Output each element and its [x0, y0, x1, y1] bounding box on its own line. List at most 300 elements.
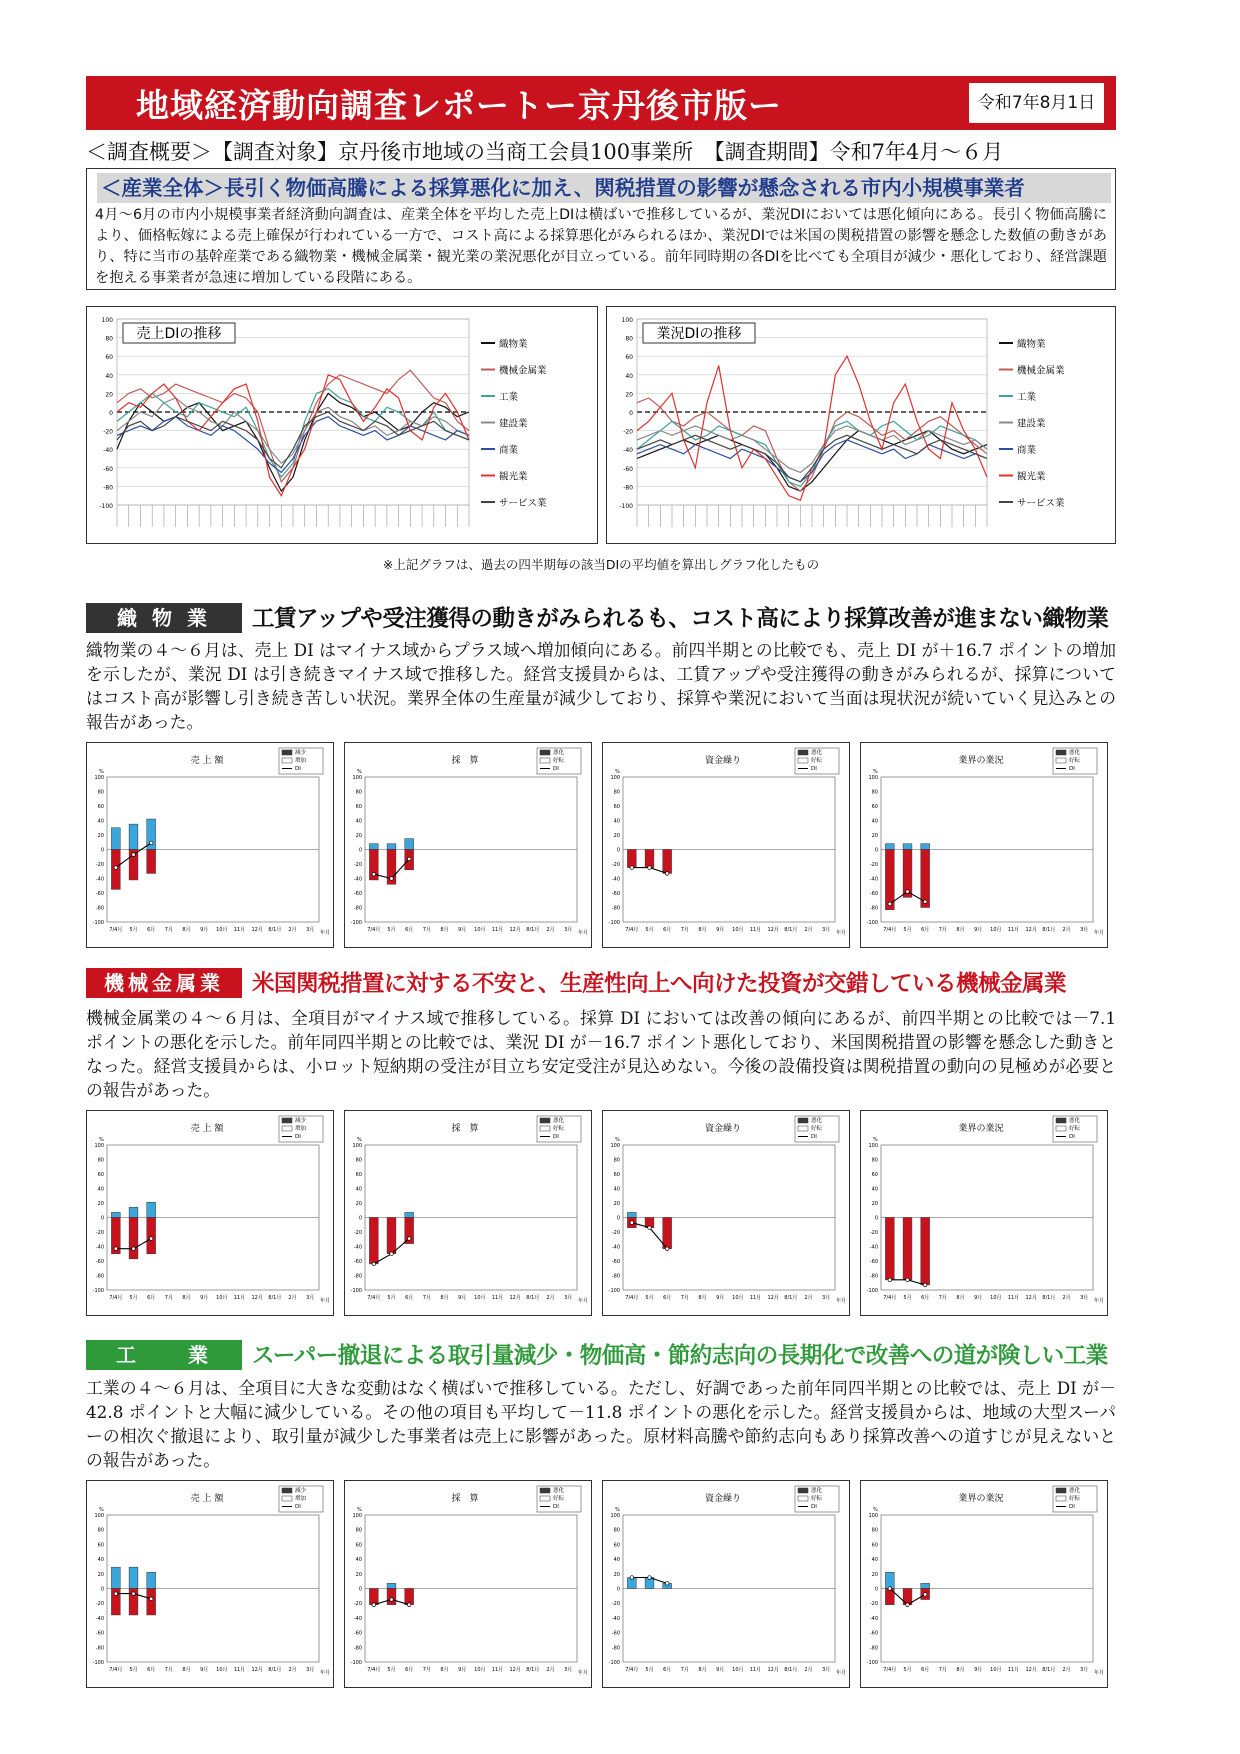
- y-tick-label: -80: [353, 1273, 362, 1280]
- legend-label: 悪化: [1069, 750, 1081, 756]
- y-tick-label: -60: [869, 891, 878, 897]
- trend-chart-note: ※上記グラフは、過去の四半期毎の該当DIの平均値を算出しグラフ化したもの: [382, 557, 820, 572]
- di-point: [149, 1597, 153, 1601]
- legend-swatch: [282, 1118, 292, 1123]
- y-tick-label: 20: [97, 1571, 104, 1578]
- y-tick-label: 40: [97, 818, 104, 825]
- x-tick-label: 8/1月: [268, 927, 282, 933]
- x-unit: 年月: [319, 1298, 331, 1304]
- y-unit: %: [873, 769, 878, 775]
- x-tick-label: 8月: [440, 927, 449, 933]
- increase-bar: [387, 1583, 396, 1588]
- x-tick-label: 6月: [147, 927, 156, 933]
- trend-title-box: [123, 323, 235, 343]
- y-tick-label: -60: [103, 465, 113, 473]
- y-tick-label: -60: [95, 891, 104, 897]
- x-tick-label: 10月: [732, 1295, 744, 1301]
- x-unit: 年月: [835, 930, 847, 936]
- y-tick-label: -80: [869, 905, 878, 912]
- legend-label: 好転: [553, 758, 565, 764]
- x-tick-label: 7/4月: [109, 927, 123, 933]
- x-unit: 年月: [1093, 1298, 1105, 1304]
- di-point: [390, 1598, 394, 1602]
- y-tick-label: 100: [868, 1513, 878, 1519]
- legend-swatch: [282, 758, 292, 763]
- x-tick-label: 3月: [1080, 1295, 1089, 1301]
- y-tick-label: -40: [611, 1615, 620, 1622]
- y-tick-label: -100: [608, 920, 620, 926]
- legend-swatch: [540, 1126, 550, 1131]
- decrease-bar: [387, 1218, 396, 1254]
- y-tick-label: 80: [625, 335, 633, 343]
- y-tick-label: 60: [613, 804, 620, 810]
- y-tick-label: -80: [353, 1645, 362, 1652]
- y-tick-label: -100: [350, 1660, 362, 1666]
- chart-legend: [537, 748, 581, 774]
- y-tick-label: -40: [611, 876, 620, 883]
- decrease-bar: [921, 850, 930, 908]
- di-point: [648, 866, 652, 870]
- chart-legend: [279, 748, 323, 774]
- x-tick-label: 7/4月: [367, 1667, 381, 1673]
- y-tick-label: -100: [608, 1288, 620, 1294]
- x-tick-label: 6月: [921, 927, 930, 933]
- y-tick-label: -60: [623, 465, 633, 473]
- di-point: [132, 1247, 136, 1251]
- chart-legend: [537, 1486, 581, 1512]
- y-tick-label: 0: [616, 1215, 620, 1222]
- x-tick-label: 6月: [405, 1667, 414, 1673]
- series-line: [637, 440, 987, 482]
- x-tick-label: 8月: [698, 1295, 707, 1301]
- x-unit: 年月: [319, 1670, 331, 1676]
- di-bar-chart-svg: [861, 1111, 1106, 1314]
- increase-bar: [129, 824, 138, 849]
- di-bar-chart: [344, 1110, 592, 1316]
- di-bar-chart: [602, 1480, 850, 1688]
- di-bar-chart: [86, 1480, 334, 1688]
- series-line: [117, 389, 469, 477]
- y-tick-label: 20: [871, 1201, 878, 1207]
- di-point: [923, 1593, 927, 1597]
- legend-label: DI: [811, 1134, 817, 1140]
- y-tick-label: -20: [869, 862, 878, 868]
- increase-bar: [921, 844, 930, 850]
- chart-legend: [1053, 1486, 1097, 1512]
- x-tick-label: 9月: [716, 1667, 725, 1673]
- x-tick-label: 9月: [716, 1295, 725, 1301]
- industry-summary-heading: ＜産業全体＞長引く物価高騰による採算悪化に加え、関税措置の影響が懸念される市内小規模事業者: [97, 173, 1111, 203]
- x-tick-label: 7月: [422, 1667, 431, 1673]
- y-tick-label: 40: [97, 1186, 104, 1193]
- y-tick-label: 20: [355, 833, 362, 839]
- report-header: [86, 76, 1116, 130]
- di-bar-chart-svg: [603, 743, 848, 946]
- y-tick-label: 60: [871, 1172, 878, 1178]
- chart-title: 業界の業況: [958, 1494, 1004, 1504]
- legend-label: DI: [811, 766, 817, 772]
- y-tick-label: -20: [623, 428, 633, 436]
- legend-label: DI: [1069, 766, 1075, 772]
- y-tick-label: -20: [353, 1601, 362, 1608]
- y-tick-label: -20: [95, 1230, 104, 1236]
- legend-label: 増加: [295, 758, 307, 764]
- x-tick-label: 5月: [387, 1667, 396, 1673]
- increase-bar: [387, 844, 396, 850]
- x-tick-label: 6月: [663, 1295, 672, 1301]
- di-bar-chart: [860, 1480, 1108, 1688]
- x-tick-label: 8月: [956, 1667, 965, 1673]
- di-bar-chart-svg: [603, 1481, 848, 1686]
- x-unit: 年月: [577, 1670, 589, 1676]
- x-tick-label: 5月: [129, 1667, 138, 1673]
- legend-label: 工業: [1017, 392, 1037, 403]
- increase-bar: [111, 828, 120, 850]
- increase-bar: [111, 1567, 120, 1588]
- y-tick-label: 0: [616, 847, 620, 854]
- legend-label: 商業: [499, 445, 519, 456]
- decrease-bar: [405, 1589, 414, 1605]
- y-tick-label: 100: [352, 775, 362, 781]
- decrease-bar: [663, 850, 672, 874]
- x-tick-label: 3月: [822, 927, 831, 933]
- y-tick-label: -80: [869, 1273, 878, 1280]
- legend-swatch: [540, 1488, 550, 1493]
- x-tick-label: 10月: [990, 1667, 1002, 1673]
- chart-legend: [1053, 748, 1097, 774]
- x-tick-label: 2月: [1062, 1295, 1071, 1301]
- legend-label: 好転: [1069, 1496, 1081, 1502]
- increase-bar: [885, 844, 894, 850]
- y-tick-label: 100: [101, 317, 113, 324]
- legend-label: DI: [811, 1504, 817, 1510]
- di-bar-chart: [86, 742, 334, 948]
- x-tick-label: 3月: [306, 1667, 315, 1673]
- y-tick-label: 60: [355, 804, 362, 810]
- x-tick-label: 2月: [546, 1667, 555, 1673]
- legend-swatch: [798, 1496, 808, 1501]
- x-tick-label: 8月: [182, 1295, 191, 1301]
- legend-label: 好転: [811, 1126, 823, 1132]
- x-tick-label: 9月: [200, 927, 209, 933]
- legend-label: 商業: [1017, 445, 1037, 456]
- chart-legend: [1053, 1116, 1097, 1142]
- y-tick-label: -40: [869, 1244, 878, 1251]
- legend-label: DI: [295, 1134, 301, 1140]
- y-tick-label: 100: [610, 1513, 620, 1519]
- y-tick-label: -100: [866, 1660, 878, 1666]
- y-tick-label: 80: [105, 335, 113, 343]
- x-tick-label: 12月: [251, 1667, 263, 1673]
- x-unit: 年月: [835, 1298, 847, 1304]
- x-tick-label: 7/4月: [367, 927, 381, 933]
- y-tick-label: 40: [355, 1557, 362, 1564]
- di-point: [407, 1603, 411, 1607]
- y-unit: %: [357, 1137, 362, 1143]
- legend-label: 悪化: [811, 750, 823, 756]
- x-tick-label: 6月: [147, 1667, 156, 1673]
- x-tick-label: 7月: [938, 1295, 947, 1301]
- y-tick-label: 80: [355, 789, 362, 796]
- y-tick-label: -60: [869, 1259, 878, 1265]
- x-tick-label: 8月: [698, 1667, 707, 1673]
- increase-bar: [921, 1583, 930, 1588]
- x-tick-label: 7/4月: [883, 927, 897, 933]
- legend-label: 好転: [553, 1496, 565, 1502]
- legend-label: DI: [1069, 1504, 1075, 1510]
- y-tick-label: 40: [105, 372, 113, 380]
- x-tick-label: 3月: [822, 1295, 831, 1301]
- y-tick-label: 100: [94, 775, 104, 781]
- x-tick-label: 9月: [716, 927, 725, 933]
- y-unit: %: [99, 1137, 104, 1143]
- y-unit: %: [873, 1137, 878, 1143]
- x-tick-label: 10月: [474, 1667, 486, 1673]
- report-title: 地域経済動向調査レポートー京丹後市版ー: [136, 86, 782, 125]
- y-tick-label: 80: [355, 1527, 362, 1534]
- legend-swatch: [798, 1488, 808, 1493]
- x-tick-label: 8/1月: [1042, 927, 1056, 933]
- x-tick-label: 11月: [1007, 1295, 1020, 1301]
- y-tick-label: 0: [874, 1215, 878, 1222]
- y-tick-label: -60: [611, 1630, 620, 1637]
- chart-title: 資金繰り: [704, 756, 742, 766]
- legend-label: 減少: [295, 1488, 307, 1494]
- di-point: [906, 890, 910, 894]
- decrease-bar: [627, 850, 636, 868]
- x-tick-label: 10月: [990, 927, 1002, 933]
- y-tick-label: 100: [94, 1143, 104, 1149]
- increase-bar: [369, 844, 378, 850]
- y-tick-label: 80: [613, 789, 620, 796]
- x-tick-label: 7/4月: [109, 1667, 123, 1673]
- chart-title: 売 上 額: [190, 1124, 224, 1134]
- x-tick-label: 3月: [306, 927, 315, 933]
- y-tick-label: -60: [869, 1630, 878, 1637]
- legend-label: DI: [553, 1504, 559, 1510]
- legend-label: 好転: [811, 758, 823, 764]
- legend-label: サービス業: [1017, 498, 1065, 509]
- y-tick-label: 80: [871, 789, 878, 796]
- y-tick-label: 20: [97, 833, 104, 839]
- increase-bar: [147, 1202, 156, 1217]
- y-unit: %: [99, 1507, 104, 1513]
- y-tick-label: -60: [353, 891, 362, 897]
- legend-label: 観光業: [1017, 471, 1046, 483]
- section-heading: スーパー撤退による取引量減少・物価高・節約志向の長期化で改善への道が険しい工業: [252, 1343, 1108, 1369]
- legend-swatch: [798, 1118, 808, 1123]
- y-tick-label: 100: [352, 1513, 362, 1519]
- y-tick-label: 100: [868, 775, 878, 781]
- y-tick-label: 20: [355, 1201, 362, 1207]
- decrease-bar: [885, 850, 894, 910]
- x-unit: 年月: [1093, 1670, 1105, 1676]
- di-bar-chart: [860, 1110, 1108, 1316]
- x-tick-label: 8月: [698, 927, 707, 933]
- legend-label: 織物業: [1017, 339, 1046, 350]
- legend-label: DI: [1069, 1134, 1075, 1140]
- x-tick-label: 2月: [804, 1295, 813, 1301]
- x-tick-label: 7月: [680, 1667, 689, 1673]
- chart-legend: [795, 748, 839, 774]
- legend-swatch: [1056, 750, 1066, 755]
- di-point: [390, 877, 394, 881]
- y-tick-label: 0: [874, 847, 878, 854]
- x-tick-label: 5月: [129, 927, 138, 933]
- y-tick-label: -80: [623, 484, 633, 492]
- y-tick-label: -100: [619, 503, 633, 510]
- y-tick-label: -100: [92, 1288, 104, 1294]
- chart-title: 採 算: [451, 1124, 479, 1134]
- y-tick-label: -80: [611, 905, 620, 912]
- y-tick-label: 40: [355, 1186, 362, 1193]
- y-tick-label: -100: [866, 1288, 878, 1294]
- y-tick-label: -40: [869, 876, 878, 883]
- di-point: [923, 900, 927, 904]
- y-tick-label: -100: [350, 1288, 362, 1294]
- section-badge: 織 物 業: [86, 603, 242, 633]
- x-tick-label: 6月: [405, 927, 414, 933]
- y-unit: %: [357, 769, 362, 775]
- x-tick-label: 5月: [903, 1667, 912, 1673]
- legend-swatch: [798, 750, 808, 755]
- chart-title: 資金繰り: [704, 1494, 742, 1504]
- increase-bar: [903, 844, 912, 850]
- legend-swatch: [1056, 758, 1066, 763]
- x-tick-label: 7/4月: [367, 1295, 381, 1301]
- y-tick-label: 80: [871, 1157, 878, 1164]
- x-tick-label: 11月: [233, 927, 246, 933]
- x-tick-label: 9月: [974, 927, 983, 933]
- series-line: [637, 431, 987, 492]
- x-tick-label: 7月: [422, 1295, 431, 1301]
- chart-legend: [537, 1116, 581, 1142]
- legend-label: 織物業: [499, 339, 528, 350]
- chart-title: 業界の業況: [958, 1124, 1004, 1134]
- y-tick-label: -100: [92, 1660, 104, 1666]
- y-tick-label: -80: [353, 905, 362, 912]
- x-tick-label: 5月: [903, 927, 912, 933]
- x-tick-label: 10月: [732, 927, 744, 933]
- y-tick-label: -40: [353, 1615, 362, 1622]
- di-point: [665, 872, 669, 876]
- y-tick-label: -60: [95, 1630, 104, 1637]
- legend-label: 建設業: [1017, 418, 1046, 430]
- y-tick-label: 40: [871, 818, 878, 825]
- x-tick-label: 8/1月: [784, 927, 798, 933]
- y-tick-label: -20: [95, 862, 104, 868]
- x-tick-label: 8/1月: [1042, 1295, 1056, 1301]
- y-tick-label: 80: [871, 1527, 878, 1534]
- y-tick-label: 20: [613, 1571, 620, 1578]
- legend-label: 機械金属業: [1017, 365, 1065, 377]
- x-tick-label: 7月: [938, 1667, 947, 1673]
- x-tick-label: 5月: [387, 1295, 396, 1301]
- di-bar-chart: [602, 742, 850, 948]
- y-tick-label: 0: [100, 847, 104, 854]
- y-tick-label: 0: [358, 847, 362, 854]
- y-tick-label: 80: [97, 1527, 104, 1534]
- di-point: [114, 1592, 118, 1596]
- decrease-bar: [147, 1589, 156, 1615]
- y-tick-label: 20: [613, 833, 620, 839]
- x-tick-label: 7/4月: [883, 1295, 897, 1301]
- di-point: [372, 1262, 376, 1266]
- section-badge: 工 業: [86, 1340, 242, 1370]
- legend-swatch: [798, 758, 808, 763]
- y-tick-label: -80: [95, 1645, 104, 1652]
- y-tick-label: 20: [105, 391, 113, 399]
- y-tick-label: 40: [613, 818, 620, 825]
- di-bar-chart: [860, 742, 1108, 948]
- legend-swatch: [540, 1496, 550, 1501]
- y-tick-label: 80: [613, 1527, 620, 1534]
- di-bar-chart-svg: [345, 1111, 590, 1314]
- y-tick-label: 40: [871, 1557, 878, 1564]
- legend-label: 機械金属業: [499, 365, 547, 377]
- x-tick-label: 12月: [767, 1667, 779, 1673]
- legend-label: 建設業: [499, 418, 528, 430]
- x-tick-label: 11月: [491, 927, 504, 933]
- y-unit: %: [357, 1507, 362, 1513]
- y-tick-label: -100: [608, 1660, 620, 1666]
- chart-title: 売 上 額: [190, 1494, 224, 1504]
- chart-title: 採 算: [451, 756, 479, 766]
- x-tick-label: 8/1月: [784, 1295, 798, 1301]
- y-tick-label: 40: [625, 372, 633, 380]
- di-bar-chart-svg: [87, 1111, 332, 1314]
- y-tick-label: -20: [103, 428, 113, 436]
- x-tick-label: 2月: [288, 1667, 297, 1673]
- y-tick-label: -60: [95, 1259, 104, 1265]
- legend-swatch: [282, 750, 292, 755]
- x-tick-label: 8/1月: [526, 1667, 540, 1673]
- y-tick-label: 20: [97, 1201, 104, 1207]
- legend-label: 悪化: [553, 1118, 565, 1124]
- decrease-bar: [663, 1218, 672, 1249]
- y-tick-label: -80: [95, 905, 104, 912]
- increase-bar: [147, 1572, 156, 1588]
- x-tick-label: 3月: [564, 1667, 573, 1673]
- y-tick-label: 40: [355, 818, 362, 825]
- x-tick-label: 5月: [903, 1295, 912, 1301]
- y-tick-label: 40: [613, 1186, 620, 1193]
- y-tick-label: 0: [874, 1586, 878, 1593]
- di-point: [372, 872, 376, 876]
- y-unit: %: [99, 769, 104, 775]
- y-tick-label: 20: [625, 391, 633, 399]
- y-tick-label: -80: [611, 1273, 620, 1280]
- di-bar-chart: [344, 742, 592, 948]
- di-bar-chart: [602, 1110, 850, 1316]
- x-tick-label: 12月: [251, 1295, 263, 1301]
- legend-swatch: [1056, 1496, 1066, 1501]
- y-tick-label: 0: [358, 1586, 362, 1593]
- x-tick-label: 8月: [440, 1667, 449, 1673]
- section-heading: 工賃アップや受注獲得の動きがみられるも、コスト高により採算改善が進まない織物業: [252, 606, 1109, 632]
- x-tick-label: 10月: [216, 927, 228, 933]
- legend-swatch: [540, 1118, 550, 1123]
- x-tick-label: 11月: [749, 1295, 762, 1301]
- y-tick-label: 60: [355, 1542, 362, 1549]
- di-point: [132, 853, 136, 857]
- legend-label: DI: [295, 1504, 301, 1510]
- di-point: [906, 1278, 910, 1282]
- legend-swatch: [540, 750, 550, 755]
- legend-swatch: [1056, 1488, 1066, 1493]
- x-tick-label: 12月: [767, 1295, 779, 1301]
- x-tick-label: 7/4月: [625, 1295, 639, 1301]
